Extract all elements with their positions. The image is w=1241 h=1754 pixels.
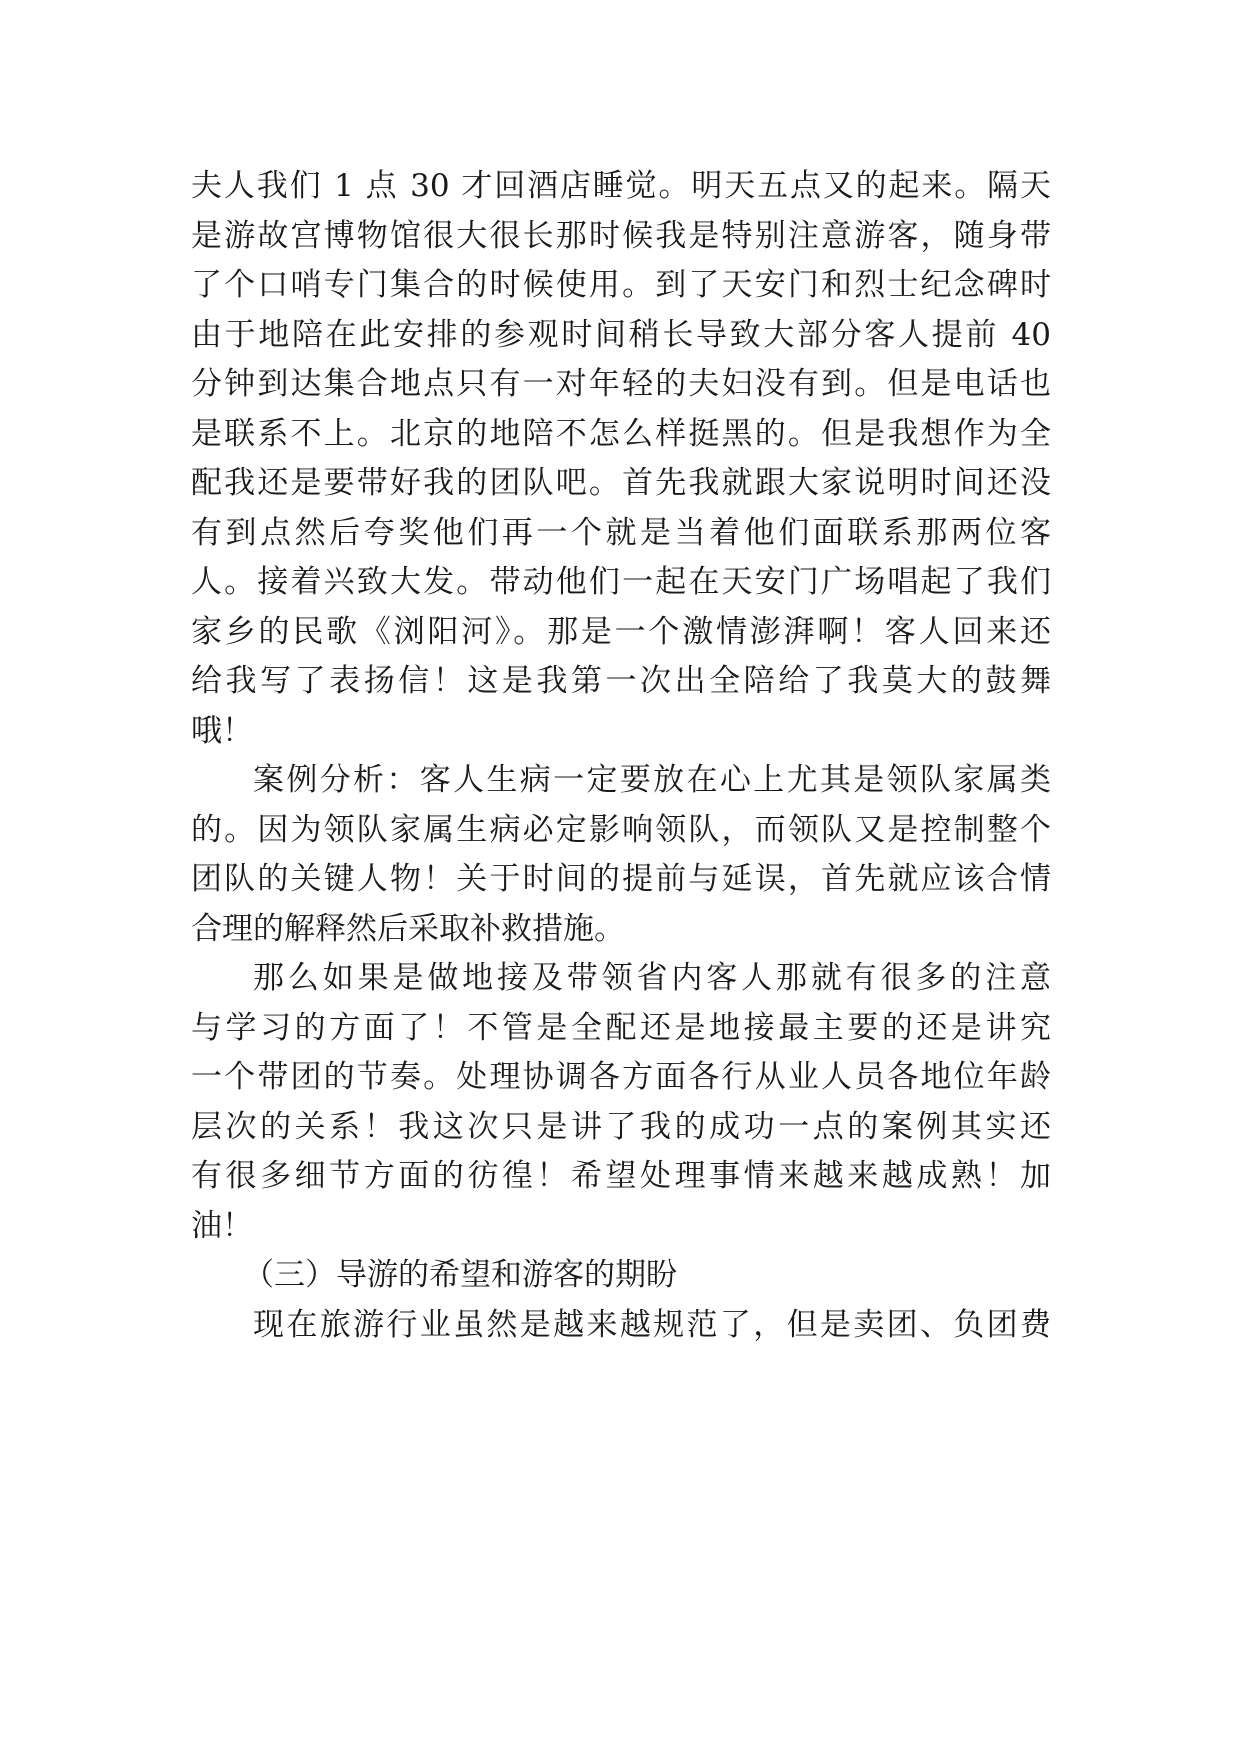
paragraph-2-line-3: 团队的关键人物！关于时间的提前与延误，首先就应该合情 xyxy=(191,861,1051,897)
paragraph-1-line-8: 有到点然后夸奖他们再一个就是当着他们面联系那两位客 xyxy=(191,514,1051,551)
paragraph-3-line-2: 与学习的方面了！不管是全配还是地接最主要的还是讲究 xyxy=(191,1009,1051,1046)
paragraph-1-line-12: 哦！ xyxy=(191,712,253,749)
paragraph-3-line-6: 油！ xyxy=(191,1207,253,1244)
paragraph-1-line-1: 夫人我们 1 点 30 才回酒店睡觉。明天五点又的起来。隔天 xyxy=(191,168,1051,204)
section-heading: （三）导游的希望和游客的期盼 xyxy=(243,1257,677,1293)
paragraph-3-line-1: 那么如果是做地接及带领省内客人那就有很多的注意 xyxy=(253,960,1051,996)
paragraph-2-line-4: 合理的解释然后采取补救措施。 xyxy=(191,910,625,947)
paragraph-2-line-2: 的。因为领队家属生病必定影响领队，而领队又是控制整个 xyxy=(191,811,1051,848)
paragraph-3-line-5: 有很多细节方面的彷徨！希望处理事情来越来越成熟！加 xyxy=(191,1158,1051,1194)
paragraph-1-line-2: 是游故宫博物馆很大很长那时候我是特别注意游客，随身带 xyxy=(191,217,1051,254)
paragraph-1-line-6: 是联系不上。北京的地陪不怎么样挺黑的。但是我想作为全 xyxy=(191,415,1051,452)
paragraph-1-line-5: 分钟到达集合地点只有一对年轻的夫妇没有到。但是电话也 xyxy=(191,366,1051,402)
paragraph-1-line-7: 配我还是要带好我的团队吧。首先我就跟大家说明时间还没 xyxy=(191,465,1051,501)
paragraph-1-line-11: 给我写了表扬信！这是我第一次出全陪给了我莫大的鼓舞 xyxy=(191,663,1051,699)
paragraph-1-line-3: 了个口哨专门集合的时候使用。到了天安门和烈士纪念碑时 xyxy=(191,267,1051,303)
paragraph-1-line-4: 由于地陪在此安排的参观时间稍长导致大部分客人提前 40 xyxy=(191,316,1051,353)
paragraph-1-line-9: 人。接着兴致大发。带动他们一起在天安门广场唱起了我们 xyxy=(191,564,1051,600)
paragraph-1-line-10: 家乡的民歌《浏阳河》。那是一个激情澎湃啊！客人回来还 xyxy=(191,613,1051,650)
paragraph-4-line-1: 现在旅游行业虽然是越来越规范了，但是卖团、负团费 xyxy=(253,1306,1051,1343)
paragraph-3-line-4: 层次的关系！我这次只是讲了我的成功一点的案例其实还 xyxy=(191,1108,1051,1145)
document-body xyxy=(191,162,1051,1350)
paragraph-3-line-3: 一个带团的节奏。处理协调各方面各行从业人员各地位年龄 xyxy=(191,1059,1051,1095)
paragraph-2-line-1: 案例分析：客人生病一定要放在心上尤其是领队家属类 xyxy=(253,762,1051,798)
